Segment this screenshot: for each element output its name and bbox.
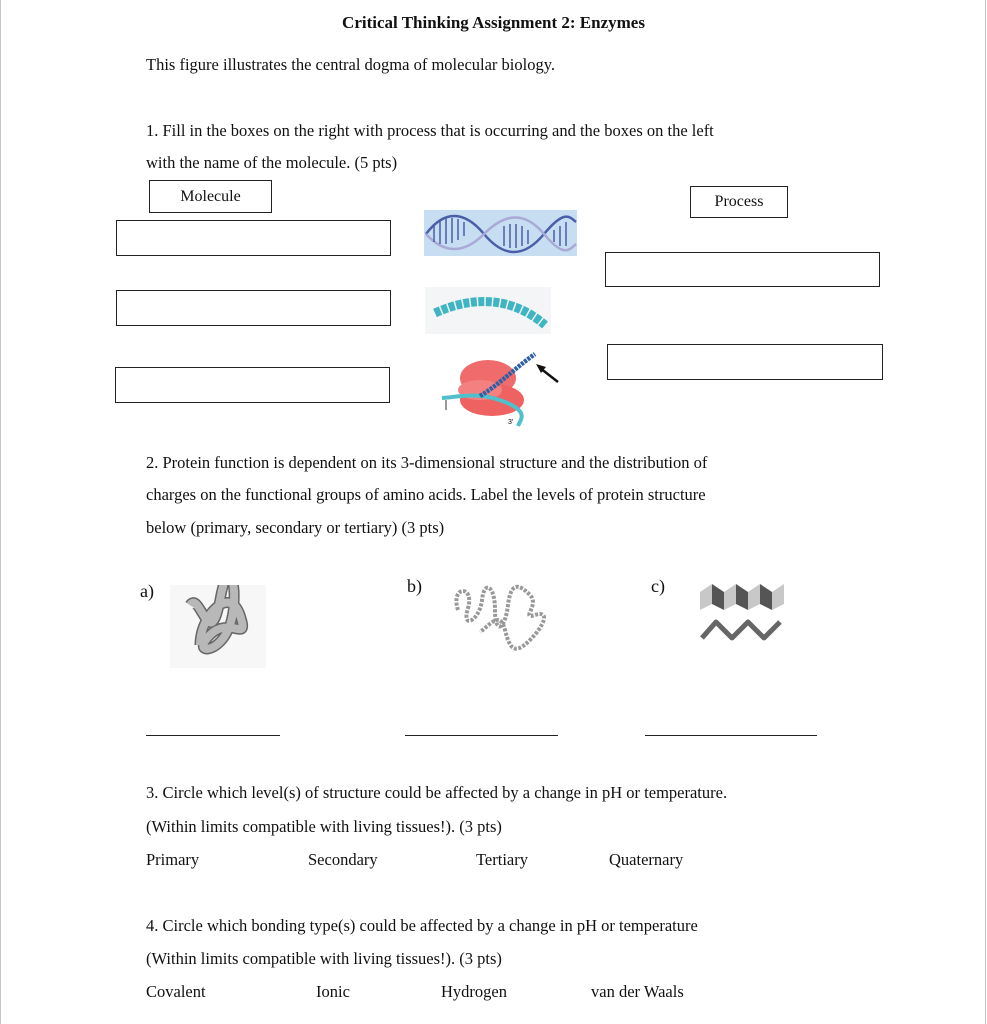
q2-text-2: charges on the functional groups of amino acids. Label the levels of protein structure (146, 485, 706, 504)
label-b: b) (407, 576, 422, 596)
q1-text-2: with the name of the molecule. (5 pts) (146, 153, 398, 172)
molecule-answer-box-3[interactable] (115, 367, 390, 403)
process-answer-box-1[interactable] (605, 252, 880, 287)
answer-blank-c[interactable] (645, 735, 817, 736)
q3-option-primary[interactable]: Primary (146, 850, 200, 869)
intro-text: This figure illustrates the central dogma of molecular biology. (146, 55, 556, 74)
dna-helix-image (424, 210, 577, 256)
process-answer-box-2[interactable] (607, 344, 883, 380)
q4-option-hydrogen[interactable]: Hydrogen (441, 982, 507, 1001)
ribosome-3prime-label: 3' (508, 419, 514, 426)
ribosome-translation-image (440, 348, 562, 428)
q3-option-quaternary[interactable]: Quaternary (609, 850, 684, 869)
process-header-box: Process (690, 186, 788, 218)
q4-option-ionic[interactable]: Ionic (316, 982, 350, 1001)
label-c: c) (651, 576, 665, 596)
q3-text-1: 3. Circle which level(s) of structure could be affected by a change in pH or temperature. (146, 783, 728, 802)
q4-option-covalent[interactable]: Covalent (146, 982, 206, 1001)
q3-option-secondary[interactable]: Secondary (308, 850, 378, 869)
q3-text-2: (Within limits compatible with living tissues!). (3 pts) (146, 817, 502, 836)
secondary-structure-image (690, 578, 787, 649)
tertiary-structure-image (170, 585, 266, 668)
mrna-strand-image (425, 287, 551, 334)
answer-blank-a[interactable] (146, 735, 280, 736)
page-title: Critical Thinking Assignment 2: Enzymes (342, 13, 645, 32)
page-edge-right (985, 0, 986, 1024)
q1-text-1: 1. Fill in the boxes on the right with process that is occurring and the boxes on the left (146, 121, 714, 140)
q2-text-1: 2. Protein function is dependent on its 3-dimensional structure and the distribution of (146, 453, 708, 472)
label-a: a) (140, 581, 154, 601)
molecule-answer-box-1[interactable] (116, 220, 391, 256)
page-edge-left (0, 0, 1, 1024)
q4-option-van-der-waals[interactable]: van der Waals (591, 982, 684, 1001)
q2-text-3: below (primary, secondary or tertiary) (3 pts) (146, 518, 445, 537)
q3-option-tertiary[interactable]: Tertiary (476, 850, 528, 869)
q4-text-1: 4. Circle which bonding type(s) could be affected by a change in pH or temperature (146, 916, 698, 935)
answer-blank-b[interactable] (405, 735, 558, 736)
molecule-header-box: Molecule (149, 180, 272, 213)
q4-text-2: (Within limits compatible with living tissues!). (3 pts) (146, 949, 502, 968)
molecule-answer-box-2[interactable] (116, 290, 391, 326)
primary-structure-image (450, 580, 549, 653)
